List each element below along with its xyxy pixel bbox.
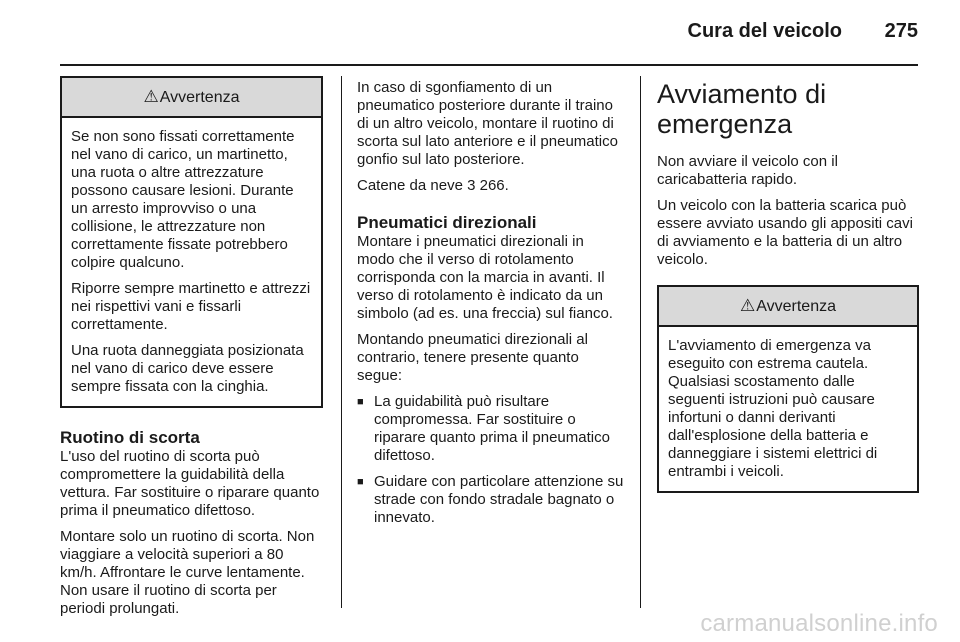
- watermark: carmanualsonline.info: [700, 610, 938, 637]
- section-heading: Ruotino di scorta: [60, 428, 200, 447]
- body-paragraph: In caso di sgonfiamento di un pneumatico posteriore durante il traino di un altro veicolo, montare il ruotino di scorta sul lato anteriore e il pneumatico gonfio sul lato posteriore.: [357, 79, 618, 168]
- warning-box: [657, 285, 919, 493]
- warning-body: [62, 118, 321, 406]
- reference-page: 266.: [479, 177, 509, 194]
- column-right: [657, 79, 919, 493]
- chapter-title: Cura del veicolo: [687, 20, 842, 42]
- bullet-list: [357, 393, 625, 527]
- cross-reference: [357, 177, 625, 195]
- cross-reference-text: Catene da neve: [357, 177, 463, 194]
- warning-box: [60, 76, 323, 408]
- column-middle: [357, 79, 625, 535]
- body-paragraph: Montare solo un ruotino di scorta. Non viaggiare a velocità superiori a 80 km/h. Affrontare le curve lentamente. Non usare il ruotino di scorta per periodi prolungati.: [60, 528, 315, 617]
- warning-triangle-icon: ⚠: [740, 296, 756, 315]
- section-heading: Pneumatici direzionali: [357, 213, 537, 232]
- body-paragraph: L'uso del ruotino di scorta può compromettere la guidabilità della vettura. Far sostituire o riparare quanto prima il pneumatico difettoso.: [60, 448, 320, 519]
- warning-body: [659, 327, 917, 491]
- column-divider: [640, 76, 641, 608]
- section-title: Avviamento di emergenza: [657, 79, 827, 139]
- list-item: ■ La guidabilità può risultare compromessa. Far sostituire o riparare quanto prima il pneumatico difettoso.: [357, 393, 625, 465]
- column-divider: [341, 76, 342, 608]
- page-header: [60, 0, 918, 66]
- warning-triangle-icon: ⚠: [143, 87, 159, 106]
- reference-arrow-icon: 3: [467, 177, 476, 194]
- body-paragraph: Non avviare il veicolo con il caricabatteria rapido.: [657, 153, 838, 188]
- warning-title: Avvertenza: [756, 298, 836, 315]
- warning-paragraph: Se non sono fissati correttamente nel vano di carico, un martinetto, una ruota o altre attrezzature possono causare lesioni. Durante un arresto improvviso o una collisione, le attrezzature non correttamente fissate potrebbero colpire qualcuno.: [71, 128, 295, 271]
- body-paragraph: Un veicolo con la batteria scarica può essere avviato usando gli appositi cavi di avviamento e la batteria di un altro veicolo.: [657, 197, 913, 268]
- list-item: ■ Guidare con particolare attenzione su strade con fondo stradale bagnato o innevato.: [357, 473, 625, 527]
- warning-paragraph: Una ruota danneggiata posizionata nel vano di carico deve essere sempre fissata con la cinghia.: [71, 342, 304, 395]
- body-paragraph: Montando pneumatici direzionali al contrario, tenere presente quanto segue:: [357, 331, 588, 384]
- warning-header: [62, 78, 321, 118]
- column-left: [60, 76, 323, 626]
- warning-title: Avvertenza: [159, 89, 240, 106]
- page-number: 275: [884, 20, 918, 42]
- warning-paragraph: Riporre sempre martinetto e attrezzi nei rispettivi vani e fissarli correttamente.: [71, 280, 311, 333]
- body-paragraph: Montare i pneumatici direzionali in modo che il verso di rotolamento corrisponda con la marcia in avanti. Il verso di rotolamento è indicato da un simbolo (ad es. una freccia) sul fianco.: [357, 233, 613, 322]
- warning-header: [659, 287, 917, 327]
- warning-paragraph: L'avviamento di emergenza va eseguito con estrema cautela. Qualsiasi scostamento dalle seguenti istruzioni può causare infortuni o danni derivanti dall'esplosione della batteria e danneggiare i sistemi elettrici di entrambi i veicoli.: [668, 337, 878, 480]
